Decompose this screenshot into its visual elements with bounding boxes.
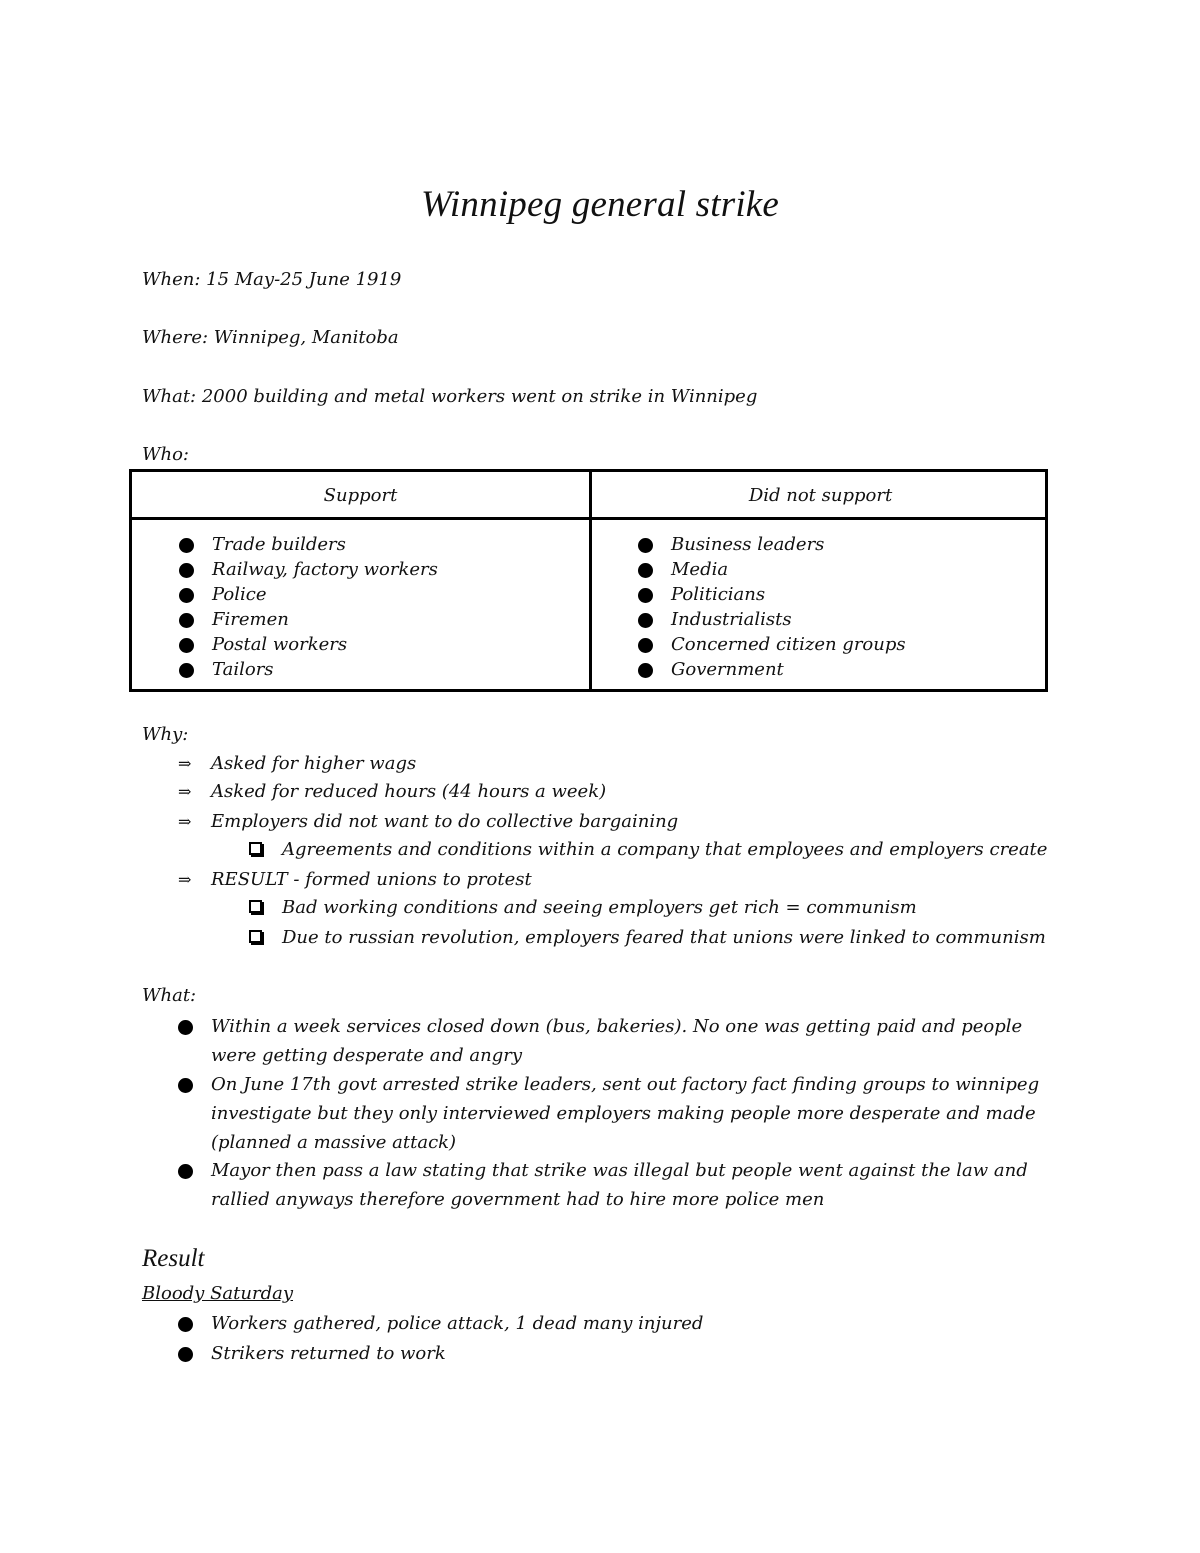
support-list — [132, 532, 438, 682]
who-label: Who: — [142, 444, 189, 465]
bullet-icon — [178, 1164, 193, 1179]
bullet-icon — [638, 588, 653, 603]
not-support-list — [591, 532, 906, 682]
bullet-icon — [178, 1317, 193, 1332]
document-title: Winnipeg general strike — [420, 184, 780, 225]
list-item: Tailors — [132, 657, 438, 682]
list-item: Postal workers — [132, 632, 438, 657]
bullet-icon — [179, 663, 194, 678]
list-item: On June 17th govt arrested strike leaders, sent out factory fact finding groups to winnipeg investigate but they only interviewed employers making people more desperate and made (planned a massive attack) — [211, 1070, 1061, 1157]
list-item: Police — [132, 582, 438, 607]
checkbox-icon — [249, 842, 262, 855]
list-item: Bad working conditions and seeing employers get rich = communism — [282, 896, 917, 920]
bullet-icon — [638, 563, 653, 578]
checkbox-icon — [249, 930, 262, 943]
not-support-header: Did not support — [748, 485, 893, 506]
list-item: Concerned citizen groups — [591, 632, 906, 657]
list-item: Government — [591, 657, 906, 682]
arrow-icon: ⇒ — [178, 782, 192, 801]
where-line: Where: Winnipeg, Manitoba — [142, 327, 399, 348]
bullet-icon — [179, 538, 194, 553]
result-heading: Result — [142, 1245, 205, 1272]
what-intro-line: What: 2000 building and metal workers went on strike in Winnipeg — [142, 386, 758, 407]
checkbox-icon — [249, 900, 262, 913]
arrow-icon: ⇒ — [178, 870, 192, 889]
bullet-icon — [179, 638, 194, 653]
list-item: Within a week services closed down (bus, bakeries). No one was getting paid and people were getting desperate and angry — [211, 1012, 1061, 1070]
list-item: Railway, factory workers — [132, 557, 438, 582]
arrow-icon: ⇒ — [178, 754, 192, 773]
list-item: Mayor then pass a law stating that strike was illegal but people went against the law and rallied anyways therefore government had to hire more police men — [211, 1156, 1061, 1214]
bullet-icon — [178, 1020, 193, 1035]
bullet-icon — [178, 1078, 193, 1093]
list-item: Industrialists — [591, 607, 906, 632]
list-item: Business leaders — [591, 532, 906, 557]
bullet-icon — [638, 613, 653, 628]
bullet-icon — [638, 638, 653, 653]
list-item: Politicians — [591, 582, 906, 607]
why-label: Why: — [142, 724, 189, 745]
bullet-icon — [178, 1347, 193, 1362]
bullet-icon — [638, 663, 653, 678]
bullet-icon — [179, 613, 194, 628]
support-header: Support — [323, 485, 398, 506]
list-item: Due to russian revolution, employers feared that unions were linked to communism — [282, 926, 1046, 950]
list-item: ⇒ Asked for higher wags — [178, 753, 417, 774]
when-line: When: 15 May-25 June 1919 — [142, 269, 402, 290]
list-item: Agreements and conditions within a company that employees and employers create — [282, 838, 1047, 862]
what-label: What: — [142, 985, 197, 1006]
who-table — [129, 469, 1048, 692]
bullet-icon — [179, 563, 194, 578]
list-item: Workers gathered, police attack, 1 dead many injured — [211, 1309, 1061, 1338]
bullet-icon — [638, 538, 653, 553]
result-subheading: Bloody Saturday — [142, 1283, 293, 1304]
list-item: ⇒ Asked for reduced hours (44 hours a week) — [178, 781, 607, 802]
list-item: Strikers returned to work — [211, 1339, 1061, 1368]
arrow-icon: ⇒ — [178, 812, 192, 831]
list-item: Trade builders — [132, 532, 438, 557]
bullet-icon — [179, 588, 194, 603]
list-item: Firemen — [132, 607, 438, 632]
list-item: Media — [591, 557, 906, 582]
list-item: ⇒ Employers did not want to do collective bargaining — [178, 811, 679, 832]
list-item: ⇒ RESULT - formed unions to protest — [178, 869, 532, 890]
